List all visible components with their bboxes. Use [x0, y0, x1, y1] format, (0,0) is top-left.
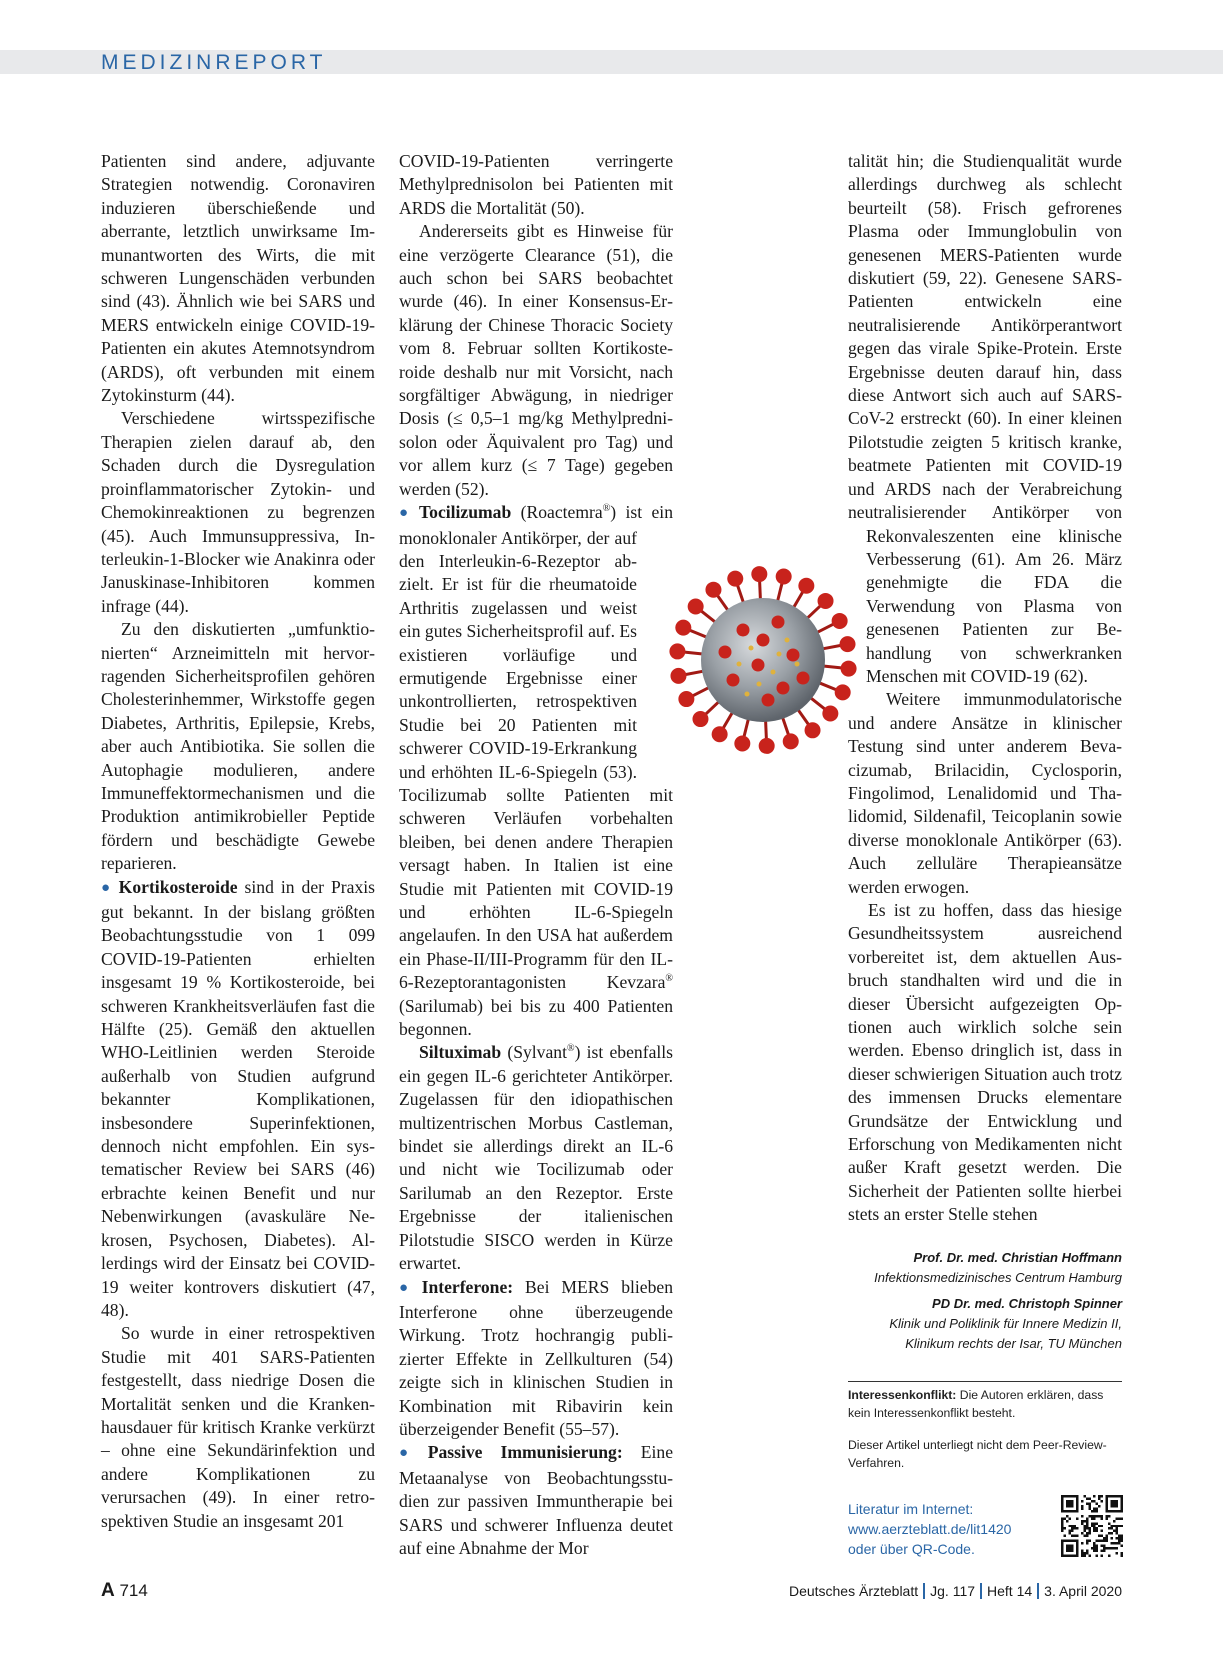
author-name: PD Dr. med. Christoph Spinner [932, 1296, 1122, 1311]
paragraph: Patienten sind andere, adjuvante Strategien notwendig. Coronaviren induzieren überschießende und aberrante, letztlich unwirksame Immunantworten des Wirts, die mit schweren Lungenschäden verbunden sind (43). Ähnlich wie bei SARS und MERS entwickeln einige COVID-19-Patienten ein akutes Atemnotsyndrom (ARDS), oft verbunden mit einem Zytokinsturm (44). [101, 151, 375, 406]
paragraph: Andererseits gibt es Hinweise für eine verzögerte Clearance (51), die auch schon bei SARS beobachtet wurde (46). In einer Konsensus-Erklärung der Chinese Thoracic Society vom 8. Februar sollten Kortikosteroide deshalb nur mit Vorsicht, nach sorgfältiger Abwägung, in niedriger Dosis (≤ 0,5–1 mg/kg Methylprednisolon oder Äquivalent pro Tag) und vor allem kurz (≤ 7 Tage) gegeben werden (52). [399, 221, 673, 499]
bullet-icon: ● [399, 1445, 422, 1462]
paragraph: Weitere immunmodulatorische und andere Ansätze in klinischer Testung sind unter anderem Bevacizumab, Brilacidin, Cyclosporin, Fingolimod, Lenalidomid und Thalidomid, Sildenafil, Teicoplanin sowie diverse monoklonale Antikörper (63). Auch zelluläre Therapieansätze werden erwogen. [848, 689, 1122, 897]
paragraph: talität hin; die Studienqualität wurde allerdings durchweg als schlecht beurteilt (58). Frisch gefrorenes Plasma oder Immunglobulin von genesenen MERS-Patienten wurde diskutiert (59, 22). Genesene SARS-Patienten entwickeln eine neutralisierende Antikörperantwort gegen das virale Spike-Protein. Erste Ergebnisse deuten darauf hin, dass diese Antwort sich auch auf SARS-CoV-2 erstreckt (60). In einer kleinen Pilotstudie zeigten 5 kritisch kranke, beatmete Patienten mit COVID-19 und ARDS nach der Verabreichung neutralisierender Antikörper von Rekonvaleszenten eine klinische Verbesserung (61). Am 26. März genehmigte die FDA die Verwendung von Plasma von genesenen Patienten zur Behandlung von schwerkranken Menschen mit COVID-19 (62). [848, 151, 1122, 686]
divider [848, 1381, 1122, 1382]
paragraph-text: sind in der Praxis gut bekannt. In der bislang größten Beobachtungsstudie von 1 099 COVID-19-Patienten erhielten insgesamt 19 % Kortikosteroide, bei schweren Krankheitsverläufen fast die Hälfte (25). Gemäß den aktuellen WHO-Leitlinien werden Steroide außerhalb von Studien aufgrund bekannter Komplikationen, insbesondere Superinfektionen, dennoch nicht empfohlen. Ein systematischer Review bei SARS (46) erbrachte keinen Benefit und nur Nebenwirkungen (avaskuläre Nekrosen, Psychosen, Diabetes). Allerdings wird der Einsatz bei COVID-19 weiter kontrovers diskutiert (47, 48). [101, 876, 375, 1320]
author-institution: Klinikum rechts der Isar, TU München [905, 1336, 1122, 1351]
keyword: Siltuximab [419, 1042, 502, 1063]
paragraph: Zu den diskutierten „umfunktionierten“ Arzneimitteln mit hervorragenden Sicherheitsprofilen gehören Cholesterinhemmer, Wirkstoffe gegen Diabetes, Arthritis, Epilepsie, Krebs, aber auch Antibiotika. Sie sollen die Autophagie modulieren, andere Immuneffektormechanismen und die Produktion antimikrobieller Peptide fördern und beschädigte Gewebe reparieren. [101, 619, 375, 874]
keyword: Kortikosteroide [118, 876, 238, 897]
note-label: Interessenkonflikt: [848, 1388, 957, 1402]
brand-text: (Roactemra [511, 502, 603, 523]
paragraph-text: Eine Metaanalyse von Beobachtungsstudien zur passiven Immuntherapie bei SARS und schwerer Influenza deutet auf eine Abnahme der Mor [399, 1442, 673, 1558]
page-number [101, 1580, 148, 1602]
literature-hint: oder über QR-Code. [848, 1541, 975, 1557]
text-column-3 [848, 150, 1122, 1227]
page-prefix: A [101, 1580, 115, 1601]
paragraph-text: ) ist ein monoklonaler Antikörper, der auf den Interleukin-6-Rezeptor abzielt. Er ist für die rheumatoide Arthritis zugelassen und weist ein gutes Sicherheitsprofil auf. Es existieren vorläufige und ermutigende Ergebnisse einer unkontrollierten, retrospektiven Studie bei 20 Patienten mit schwerer COVID-19-Erkrankung und erhöhten IL-6-Spiegeln (53). Tocilizumab sollte Patienten mit schweren Verläufen vorbehalten bleiben, bei denen andere Therapien versagt haben. In Italien ist eine Studie mit Patienten mit COVID-19 und erhöhten IL-6-Spiegeln angelaufen. In den USA hat außerdem ein Phase-II/III-Programm für den IL-6-Rezeptorantagonisten Kevzara [399, 502, 673, 993]
author-institution: Infektionsmedizinisches Centrum Hamburg [874, 1270, 1122, 1285]
paragraph-siltuximab [399, 1041, 673, 1275]
paragraph-interferone [399, 1276, 673, 1442]
paragraph-kortikosteroide [101, 876, 375, 1323]
literature-reference [848, 1499, 1058, 1559]
keyword: Tocilizumab [419, 502, 512, 523]
paragraph: COVID-19-Patienten verringerte Methylprednisolon bei Patienten mit ARDS die Mortalität (50). [399, 151, 673, 218]
journal-footer [789, 1583, 1122, 1599]
bullet-icon: ● [399, 505, 414, 522]
registered-mark: ® [665, 973, 673, 985]
journal-volume: Jg. 117 [930, 1583, 976, 1599]
section-label: MEDIZINREPORT [101, 51, 327, 74]
bullet-icon: ● [101, 879, 113, 896]
paragraph: Es ist zu hoffen, dass das hiesige Gesundheitssystem ausreichend vorbereitet ist, dem aktuellen Ausbruch standhalten wird und die in dieser Übersicht aufgezeigten Optionen auch wirklich solche sein werden. Ebenso dringlich ist, dass in dieser schwierigen Situation auch trotz des immensen Drucks elementare Grundsätze der Entwicklung und Erforschung von Medikamenten nicht außer Kraft gesetzt werden. Die Sicherheit der Patienten sollte hierbei stets an erster Stelle stehen [848, 900, 1122, 1225]
brand-text: (Sylvant [501, 1042, 567, 1063]
registered-mark: ® [602, 503, 611, 515]
text-column-1 [101, 150, 375, 1533]
paragraph: So wurde in einer retrospektiven Studie mit 401 SARS-Patienten festgestellt, dass niedrige Dosen die Mortalität senken und die Krankenhausdauer für kritisch Kranke verkürzt – ohne eine Sekundärinfektion und andere Komplikationen zu verursachen (49). In einer retrospektiven Studie an insgesamt 201 [101, 1323, 375, 1531]
keyword: Passive Immunisierung: [427, 1442, 623, 1463]
text-column-2 [399, 150, 673, 1560]
coronavirus-illustration [663, 560, 863, 760]
paragraph-text: ) ist ebenfalls ein gegen IL-6 gerichteter Antikörper. Zugelassen für den idiopathischen multizentrischen Morbus Castleman, bindet sie allerdings direkt an IL-6 und nicht wie Tocilizumab oder Sarilumab an den Rezeptor. Erste Ergebnisse der italienischen Pilotstudie SISCO werden in Kürze erwartet. [399, 1042, 673, 1274]
author-institution: Klinik und Poliklinik für Innere Medizin II, [889, 1316, 1122, 1331]
page-number-value: 714 [119, 1581, 148, 1600]
qr-code-icon[interactable] [1061, 1495, 1123, 1557]
paragraph-passive-immunisierung [399, 1441, 673, 1560]
peer-review-note: Dieser Artikel unterliegt nicht dem Peer-Review-Verfahren. [848, 1438, 1107, 1470]
journal-issue: Heft 14 [987, 1583, 1033, 1599]
bullet-icon: ● [399, 1279, 416, 1296]
qr-code-cells [1061, 1495, 1123, 1557]
footer-separator [1037, 1583, 1039, 1599]
author-block [848, 1248, 1122, 1354]
literature-link[interactable]: www.aerzteblatt.de/lit1420 [848, 1521, 1012, 1537]
keyword: Interferone: [421, 1276, 514, 1297]
journal-date: 3. April 2020 [1044, 1583, 1122, 1599]
author-name: Prof. Dr. med. Christian Hoffmann [913, 1250, 1122, 1265]
footer-separator [980, 1583, 982, 1599]
conflict-of-interest-note [848, 1386, 1122, 1422]
registered-mark: ® [566, 1043, 575, 1055]
paragraph-tocilizumab [399, 501, 673, 1041]
note-text: Die Autoren erklären, dass kein Interessenkonflikt besteht. [848, 1388, 1104, 1420]
journal-name: Deutsches Ärzteblatt [788, 1583, 919, 1599]
paragraph-text: Bei MERS blieben Interferone ohne überzeugende Wirkung. Trotz hochrangig publizierter Effekte in Zellkulturen (54) zeigte sich in klinischen Studien in Kombination mit Ribavirin kein überzeigender Benefit (55–57). [399, 1276, 674, 1439]
footer-separator [923, 1583, 925, 1599]
paragraph: Verschiedene wirtsspezifische Therapien zielen darauf ab, den Schaden durch die Dysregulation proinflammatorischer Zytokin- und Chemokinreaktionen zu begrenzen (45). Auch Immunsuppressiva, Interleukin-1-Blocker wie Anakinra oder Januskinase-Inhibitoren kommen infrage (44). [101, 408, 375, 616]
literature-label: Literatur im Internet: [848, 1501, 974, 1517]
paragraph-text: (Sarilumab) bei bis zu 400 Patienten begonnen. [399, 995, 673, 1040]
